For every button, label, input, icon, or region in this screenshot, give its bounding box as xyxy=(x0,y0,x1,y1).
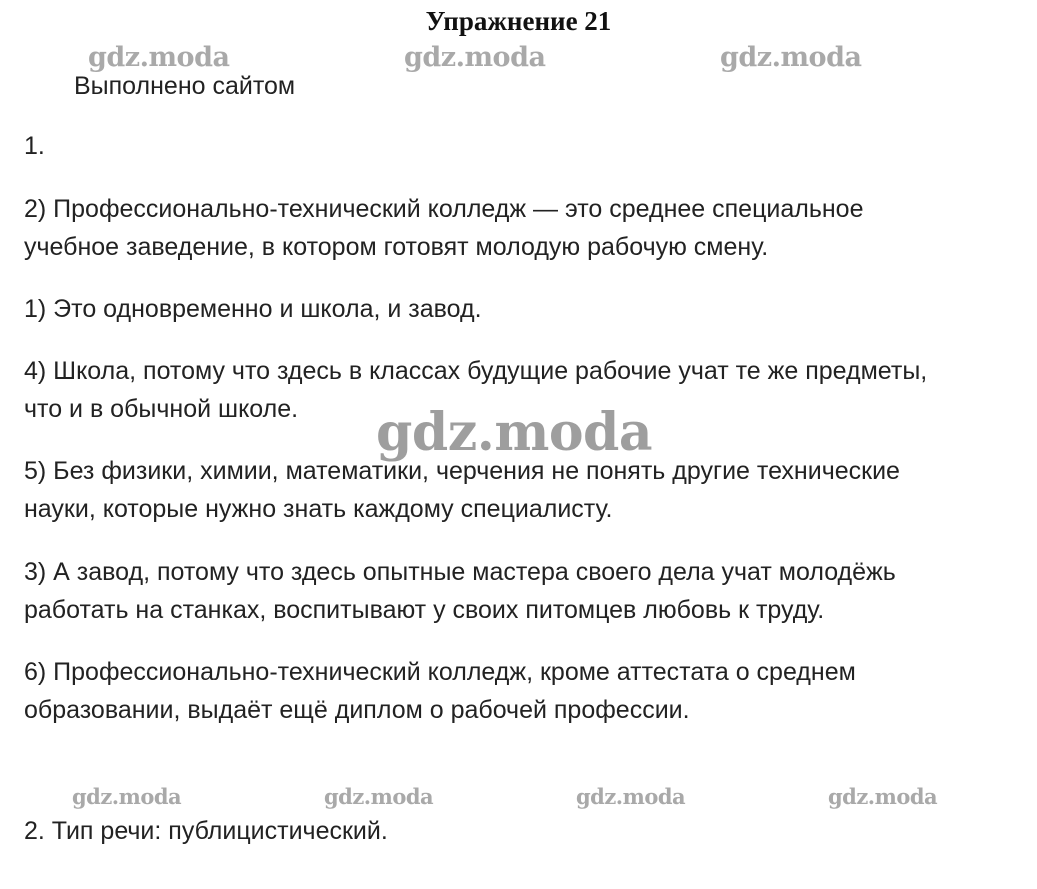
answer-line-8: науки, которые нужно знать каждому специалисту. xyxy=(24,495,613,523)
answer-line-5: 4) Школа, потому что здесь в классах будущие рабочие учат те же предметы, xyxy=(24,357,928,385)
watermark-center: gdz.moda xyxy=(376,402,653,463)
answer-line-3: учебное заведение, в котором готовят молодую рабочую смену. xyxy=(24,233,769,261)
watermark-top-right: gdz.moda xyxy=(720,42,862,73)
answer-line-6: что и в обычной школе. xyxy=(24,395,299,423)
watermark-bottom-1: gdz.moda xyxy=(72,784,182,809)
answer-line-13: 2. Тип речи: публицистический. xyxy=(24,817,388,845)
answer-line-2: 2) Профессионально-технический колледж — это среднее специальное xyxy=(24,195,864,223)
answer-line-12: образовании, выдаёт ещё диплом о рабочей профессии. xyxy=(24,696,690,724)
answer-line-4: 1) Это одновременно и школа, и завод. xyxy=(24,295,482,323)
watermark-bottom-2: gdz.moda xyxy=(324,784,434,809)
site-credit: Выполнено сайтом xyxy=(74,72,296,100)
answer-line-9: 3) А завод, потому что здесь опытные мастера своего дела учат молодёжь xyxy=(24,558,896,586)
answer-line-11: 6) Профессионально-технический колледж, кроме аттестата о среднем xyxy=(24,658,856,686)
answer-line-7: 5) Без физики, химии, математики, черчения не понять другие технические xyxy=(24,457,900,485)
watermark-top-center: gdz.moda xyxy=(404,42,546,73)
watermark-bottom-3: gdz.moda xyxy=(576,784,686,809)
watermark-top-left: gdz.moda xyxy=(88,42,230,73)
exercise-title: Упражнение 21 xyxy=(425,6,612,36)
answer-line-1: 1. xyxy=(24,132,45,160)
answer-line-10: работать на станках, воспитывают у своих питомцев любовь к труду. xyxy=(24,596,825,624)
watermark-bottom-4: gdz.moda xyxy=(828,784,938,809)
